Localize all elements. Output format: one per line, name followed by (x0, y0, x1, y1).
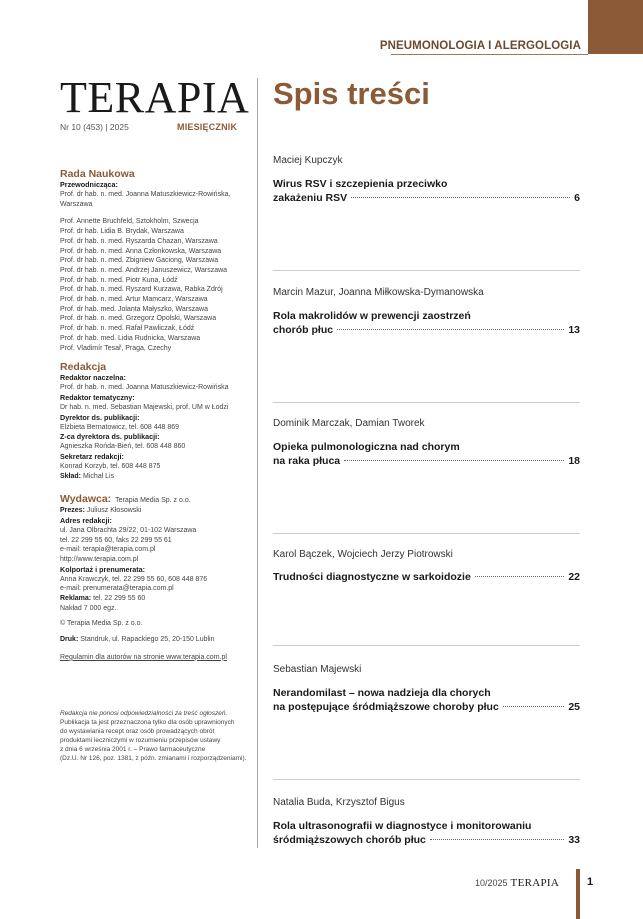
council-member: Prof. dr hab. n. med. Ryszarda Chazan, Warszawa (60, 237, 218, 245)
copyright: © Terapia Media Sp. z o.o. (60, 619, 143, 627)
council-member: Prof. Vladimír Tesař, Praga, Czechy (60, 344, 172, 352)
editorial-title: Redakcja (60, 361, 107, 374)
toc-page-number: 6 (574, 192, 580, 204)
council-member: Prof. dr hab. n. med. Zbigniew Gaciong, Warszawa (60, 257, 219, 265)
disclaimer-line: do wystawiania recept oraz osób prowadzących obrót (60, 727, 215, 735)
disclaimer-line (60, 709, 250, 718)
toc-title-last-line (273, 324, 580, 336)
section-label: PNEUMONOLOGIA I ALERGOLOGIA (379, 40, 581, 52)
toc-page-number: 13 (568, 324, 580, 336)
secretary-name: Konrad Korzyb, tel. 608 448 875 (60, 463, 161, 471)
council-member: Prof. dr hab. n. med. Grzegorz Opolski, Warszawa (60, 315, 217, 323)
toc-author: Natalia Buda, Krzysztof Bigus (273, 797, 405, 808)
footer-date: 10/2025 (475, 878, 508, 888)
toc-leader (475, 576, 565, 577)
council-chair-label: Przewodnicząca: (60, 180, 118, 189)
issue-number: Nr 10 (453) | 2025 (60, 122, 129, 132)
distribution-label: Kolportaż i prenumerata: (60, 564, 146, 574)
council-member: Prof. dr hab. n. med. Artur Mamcarz, Warszawa (60, 296, 208, 304)
masthead-column (60, 73, 250, 763)
council-members-list (60, 217, 250, 353)
deputy-name: Agnieszka Rońda-Bień, tel. 608 448 860 (60, 443, 186, 451)
footer-brand: TERAPIA (510, 877, 560, 889)
toc-article-title: Wirus RSV i szczepienia przeciwko (273, 178, 448, 190)
toc-article-title: Rola ultrasonografii w diagnostyce i monitorowaniu (273, 820, 532, 832)
toc-title: Spis treści (273, 76, 430, 111)
toc-separator (273, 402, 580, 403)
council-member: Prof. dr hab. n. med. Andrzej Januszewicz, Warszawa (60, 266, 228, 274)
toc-article-title: Nerandomilast – nowa nadzieja dla chorych (273, 687, 491, 699)
page-number: 1 (587, 876, 594, 888)
print-label: Druk: (60, 636, 79, 644)
publisher-row (60, 493, 250, 506)
toc-author: Marcin Mazur, Joanna Miłkowska-Dymanowska (273, 287, 484, 298)
deputy-label: Z-ca dyrektora ds. publikacji: (60, 432, 160, 442)
council-chair-line: Warszawa (60, 200, 93, 208)
thematic-editor-label: Redaktor tematyczny: (60, 392, 135, 402)
page-footer (475, 877, 559, 889)
distribution-email-link[interactable]: e-mail: prenumerata@terapia.com.pl (60, 585, 174, 593)
distribution-line: Anna Krawczyk, tel. 22 299 55 60, 608 448 876 (60, 575, 208, 583)
printer: Standruk, ul. Rapackiego 25, 20-150 Lublin (80, 636, 215, 644)
toc-title-end: na postępujące śródmiąższowe choroby płuc (273, 701, 499, 713)
toc-entry[interactable] (273, 797, 580, 846)
council-member: Prof. Annette Bruchfeld, Sztokholm, Szwecja (60, 218, 199, 226)
circulation: Nakład 7 000 egz. (60, 604, 117, 612)
toc-entry[interactable] (273, 664, 580, 713)
president-label: Prezes: (60, 507, 85, 515)
toc-title-last-line (273, 834, 580, 846)
council-member: Prof. dr hab. med. Lidia Rudnicka, Warszawa (60, 334, 201, 342)
toc-title-end: Trudności diagnostyczne w sarkoidozie (273, 571, 471, 583)
monthly-label: MIESIĘCZNIK (177, 122, 238, 132)
publisher-name: Terapia Media Sp. z o.o. (115, 497, 191, 505)
toc-leader (337, 329, 564, 330)
council-member: Prof. dr hab. n. med. Rafał Pawliczak, Łódź (60, 325, 195, 333)
email-link[interactable]: e-mail: terapia@terapia.com.pl (60, 546, 156, 554)
director-name: Elżbieta Bernatowicz, tel. 608 448 869 (60, 423, 180, 431)
toc-separator (273, 779, 580, 780)
corner-accent-block (588, 0, 643, 54)
author-rules-link[interactable]: Regulamin dla autorów na stronie www.terapia.com.pl (60, 653, 227, 661)
editor-label: Redaktor naczelna: (60, 373, 126, 383)
layout-name: Michał Lis (82, 472, 115, 480)
toc-entry[interactable] (273, 418, 580, 467)
secretary-label: Sekretarz redakcji: (60, 452, 124, 462)
council-member: Prof. dr hab. n. med. Anna Członkowska, Warszawa (60, 247, 222, 255)
toc-article-title: Rola makrolidów w prewencji zaostrzeń (273, 310, 471, 322)
president-row (60, 506, 250, 516)
toc-leader (430, 839, 564, 840)
issue-row (60, 122, 250, 136)
toc-leader (351, 197, 570, 198)
president-name: Juliusz Kłosowski (86, 507, 142, 515)
journal-logo: TERAPIA (60, 73, 250, 122)
toc-leader (344, 460, 564, 461)
spacer (60, 209, 250, 217)
footer-accent-bar (576, 869, 580, 919)
toc-title-last-line (273, 701, 580, 713)
toc-page-number: 18 (568, 455, 580, 467)
toc-page-number: 33 (568, 834, 580, 846)
ads-row (60, 594, 250, 604)
toc-title-last-line (273, 192, 580, 204)
disclaimer-line: Publikacja ta jest przeznaczona tylko dla osób uprawnionych (60, 718, 235, 726)
council-member: Prof. dr hab. n. med. Ryszard Kurzawa, Rabka Zdrój (60, 286, 223, 294)
toc-page-number: 25 (568, 701, 580, 713)
toc-entry[interactable] (273, 155, 580, 204)
publisher-label: Wydawca: (60, 493, 112, 506)
address-line: ul. Jana Olbrachta 29/22, 01-102 Warszawa (60, 526, 197, 534)
toc-author: Dominik Marczak, Damian Tworek (273, 418, 425, 429)
layout-row (60, 472, 250, 482)
layout-label: Skład: (60, 472, 82, 480)
column-divider (257, 78, 258, 848)
toc-title-end: chorób płuc (273, 324, 334, 336)
website-link[interactable]: http://www.terapia.com.pl (60, 555, 139, 563)
council-chair-line: Prof. dr hab. n. med. Joanna Matuszkiewicz-Rowińska, (60, 191, 231, 198)
toc-author: Maciej Kupczyk (273, 155, 343, 166)
disclaimer-line: produktami leczniczymi w rozumieniu przepisów ustawy (60, 736, 221, 744)
toc-author: Karol Bączek, Wojciech Jerzy Piotrowski (273, 549, 453, 560)
address-line: tel. 22 299 55 60, faks 22 299 55 61 (60, 536, 172, 544)
council-title: Rada Naukowa (60, 168, 135, 180)
toc-title-end: śródmiąższowych chorób płuc (273, 834, 426, 846)
toc-title-end: na raka płuca (273, 455, 341, 467)
editor-name: Prof. dr hab. n. med. Joanna Matuszkiewicz-Rowińska (60, 384, 229, 392)
toc-title-last-line (273, 455, 580, 467)
address-label: Adres redakcji: (60, 515, 112, 525)
header-rule (391, 54, 588, 55)
director-label: Dyrektor ds. publikacji: (60, 412, 140, 422)
council-member: Prof. dr hab. med. Jolanta Małyszko, Warszawa (60, 305, 208, 313)
council-member: Prof. dr hab. Lidia B. Brydak, Warszawa (60, 228, 184, 236)
toc-separator (273, 533, 580, 534)
toc-title-end: zakażeniu RSV (273, 192, 348, 204)
toc-leader (503, 706, 565, 707)
toc-entry[interactable] (273, 549, 580, 583)
toc-separator (273, 270, 580, 271)
disclaimer-line: (Dz.U. Nr 126, poz. 1381, z późn. zmianami i rozporządzeniami). (60, 754, 247, 762)
toc-page-number: 22 (568, 571, 580, 583)
toc-separator (273, 645, 580, 646)
toc-author: Sebastian Majewski (273, 664, 362, 675)
toc-title-last-line (273, 571, 580, 583)
disclaimer-italic: Redakcja nie ponosi odpowiedzialności za treść ogłoszeń. (60, 709, 228, 717)
council-member: Prof. dr hab. n. med. Piotr Kuna, Łódź (60, 276, 178, 284)
ads-phone: tel. 22 299 55 60 (93, 595, 146, 603)
disclaimer (60, 709, 250, 763)
thematic-editor-name: Dr hab. n. med. Sebastian Majewski, prof. UM w Łodzi (60, 403, 229, 411)
disclaimer-line: z dnia 6 września 2001 r. – Prawo farmaceutyczne (60, 745, 206, 753)
toc-article-title: Opieka pulmonologiczna nad chorym (273, 441, 460, 453)
ads-label: Reklama: (60, 595, 92, 603)
print-row (60, 635, 250, 645)
toc-entry[interactable] (273, 287, 580, 336)
